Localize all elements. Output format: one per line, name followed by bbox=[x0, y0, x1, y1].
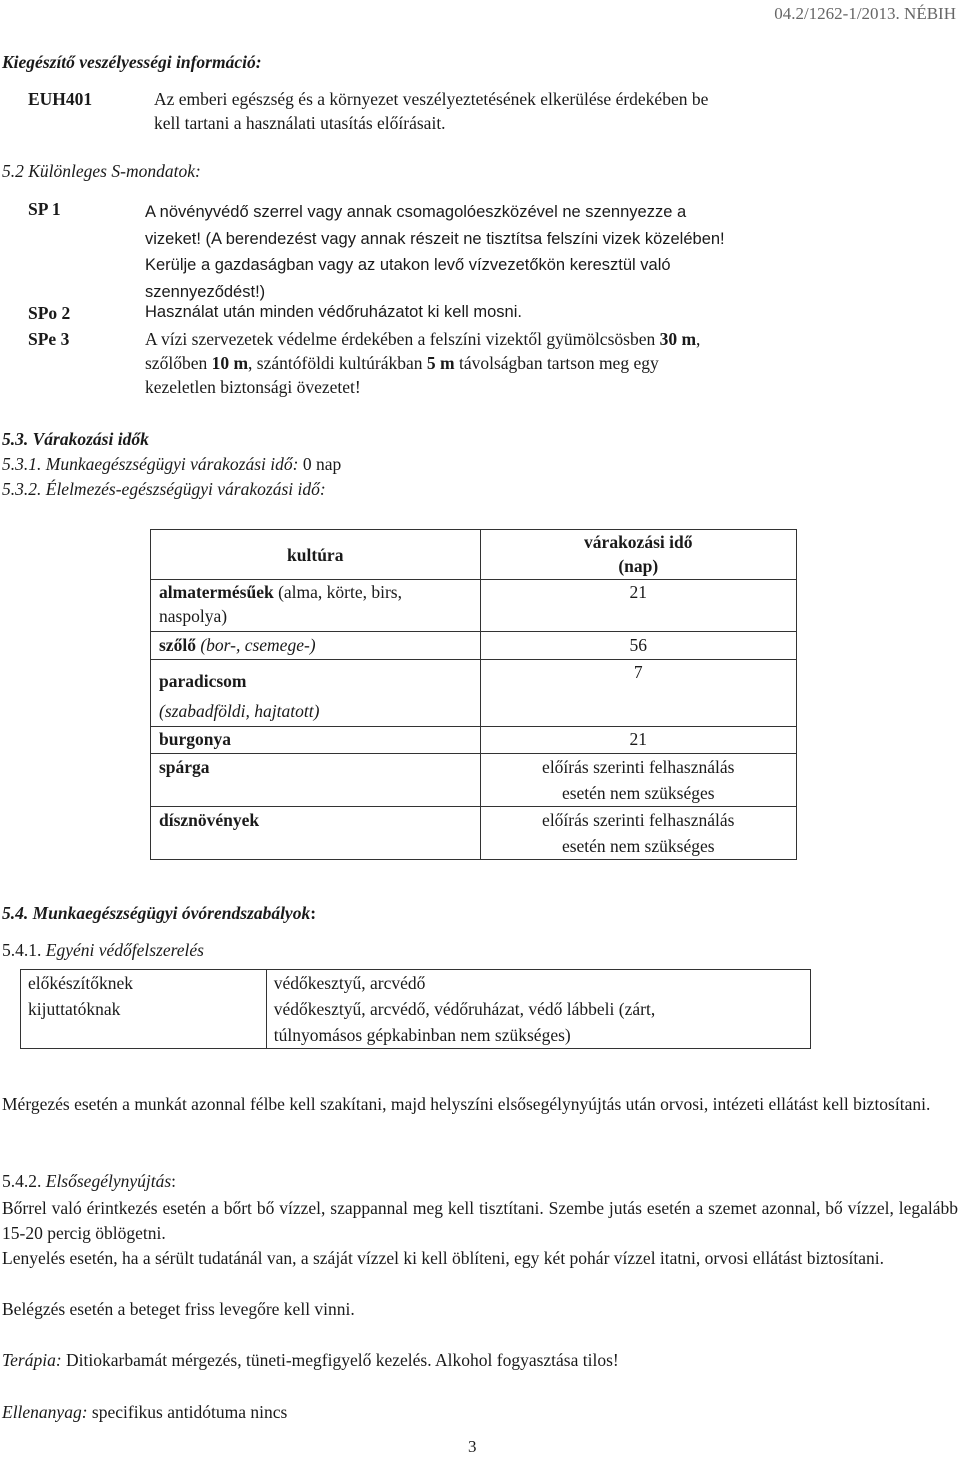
sp1-line: szennyeződést!) bbox=[145, 282, 266, 301]
inhalation-paragraph: Belégzés esetén a beteget friss levegőre kell vinni. bbox=[2, 1299, 355, 1319]
ppe-role-cell: előkészítőknek kijuttatóknak bbox=[21, 970, 267, 1049]
waiting-times-table bbox=[150, 529, 797, 860]
skin-contact-paragraph: Bőrrel való érintkezés esetén a bőrt bő vízzel, szappannal meg kell tisztítani. Szembe jutás esetén a szemet azonnal, bő vízzel, legalább 15-20 percig öblögetni. bbox=[2, 1198, 958, 1243]
safety-title: 5.4. Munkaegészségügyi óvórendszabályok: bbox=[2, 903, 317, 923]
spe3-text bbox=[145, 327, 700, 399]
waiting-cell: 7 bbox=[480, 660, 796, 727]
column-header-culture: kultúra bbox=[151, 530, 481, 580]
ppe-equipment-cell: védőkesztyű, arcvédő védőkesztyű, arcvédő, védőruházat, védő lábbeli (zárt, túlnyomásos gépkabinban nem szükséges) bbox=[266, 970, 810, 1049]
antidote-line: Ellenanyag: specifikus antidótuma nincs bbox=[2, 1402, 288, 1422]
table-row bbox=[151, 660, 797, 727]
culture-cell: burgonya bbox=[151, 727, 481, 754]
hazard-text-line1: Az emberi egészség és a környezet veszélyeztetésének elkerülése érdekében be bbox=[154, 89, 709, 109]
ppe-title: 5.4.1. Egyéni védőfelszerelés bbox=[2, 940, 204, 960]
sp1-line: Kerülje a gazdaságban vagy az utakon levő vízvezetőkön keresztül való bbox=[145, 256, 671, 274]
table-row bbox=[151, 754, 797, 807]
table-row bbox=[151, 580, 797, 632]
therapy-line: Terápia: Ditiokarbamát mérgezés, tüneti-megfigyelő kezelés. Alkohol fogyasztása tilos! bbox=[2, 1350, 619, 1370]
hazard-code: EUH401 bbox=[28, 89, 93, 109]
waiting-cell: 21 bbox=[480, 580, 796, 632]
poisoning-paragraph: Mérgezés esetén a munkát azonnal félbe kell szakítani, majd helyszíni elsősegélynyújtás után orvosi, intézeti ellátást kell biztosítani. bbox=[2, 1094, 931, 1114]
spo2-text: Használat után minden védőruházatot ki kell mosni. bbox=[145, 303, 522, 321]
spe3-line1: A vízi szervezetek védelme érdekében a felszíni vizektől gyümölcsösben 30 m, bbox=[145, 329, 701, 349]
sp1-line: A növényvédő szerrel vagy annak csomagolóeszközével ne szennyezze a bbox=[145, 203, 687, 221]
ppe-row bbox=[21, 970, 811, 1049]
waiting-title: 5.3. Várakozási idők bbox=[2, 429, 149, 449]
food-waiting-label: 5.3.2. Élelmezés-egészségügyi várakozási idő: bbox=[2, 479, 326, 499]
ppe-table bbox=[20, 969, 811, 1049]
table-header-row bbox=[151, 530, 797, 580]
sp1-text bbox=[145, 199, 725, 305]
table-row bbox=[151, 632, 797, 660]
sp1-code: SP 1 bbox=[28, 199, 61, 219]
spe3-line2: szőlőben 10 m, szántóföldi kultúrákban 5 m távolságban tartson meg egy bbox=[145, 353, 659, 373]
table-row bbox=[151, 727, 797, 754]
waiting-cell: előírás szerinti felhasználás esetén nem szükséges bbox=[480, 807, 796, 860]
waiting-cell: 21 bbox=[480, 727, 796, 754]
firstaid-title: 5.4.2. Elsősegélynyújtás: bbox=[2, 1171, 177, 1191]
culture-cell: almatermésűek (alma, körte, birs, naspolya) bbox=[151, 580, 481, 632]
hazard-text-line2: kell tartani a használati utasítás előírásait. bbox=[154, 113, 446, 133]
document-reference: 04.2/1262-1/2013. NÉBIH bbox=[774, 4, 956, 23]
spe3-code: SPe 3 bbox=[28, 329, 70, 349]
spo2-code: SPo 2 bbox=[28, 303, 71, 323]
culture-cell: szőlő (bor-, csemege-) bbox=[151, 632, 481, 660]
s-sentences-title: 5.2 Különleges S-mondatok: bbox=[2, 161, 201, 181]
table-row bbox=[151, 807, 797, 860]
spe3-line3: kezeletlen biztonsági övezetet! bbox=[145, 377, 361, 397]
column-header-waiting: várakozási idő (nap) bbox=[480, 530, 796, 580]
waiting-cell: előírás szerinti felhasználás esetén nem szükséges bbox=[480, 754, 796, 807]
swallowing-paragraph: Lenyelés esetén, ha a sérült tudatánál van, a száját vízzel ki kell öblíteni, egy két pohár vízzel itatni, orvosi ellátást biztosítani. bbox=[2, 1248, 884, 1268]
hazard-section-title: Kiegészítő veszélyességi információ: bbox=[2, 52, 262, 72]
work-waiting-line: 5.3.1. Munkaegészségügyi várakozási idő: 0 nap bbox=[2, 454, 342, 474]
page-number: 3 bbox=[468, 1437, 477, 1456]
culture-cell: paradicsom (szabadföldi, hajtatott) bbox=[151, 660, 481, 727]
culture-cell: dísznövények bbox=[151, 807, 481, 860]
culture-cell: spárga bbox=[151, 754, 481, 807]
sp1-line: vizeket! (A berendezést vagy annak részeit ne tisztítsa felszíni vizek közelében! bbox=[145, 229, 725, 248]
waiting-cell: 56 bbox=[480, 632, 796, 660]
